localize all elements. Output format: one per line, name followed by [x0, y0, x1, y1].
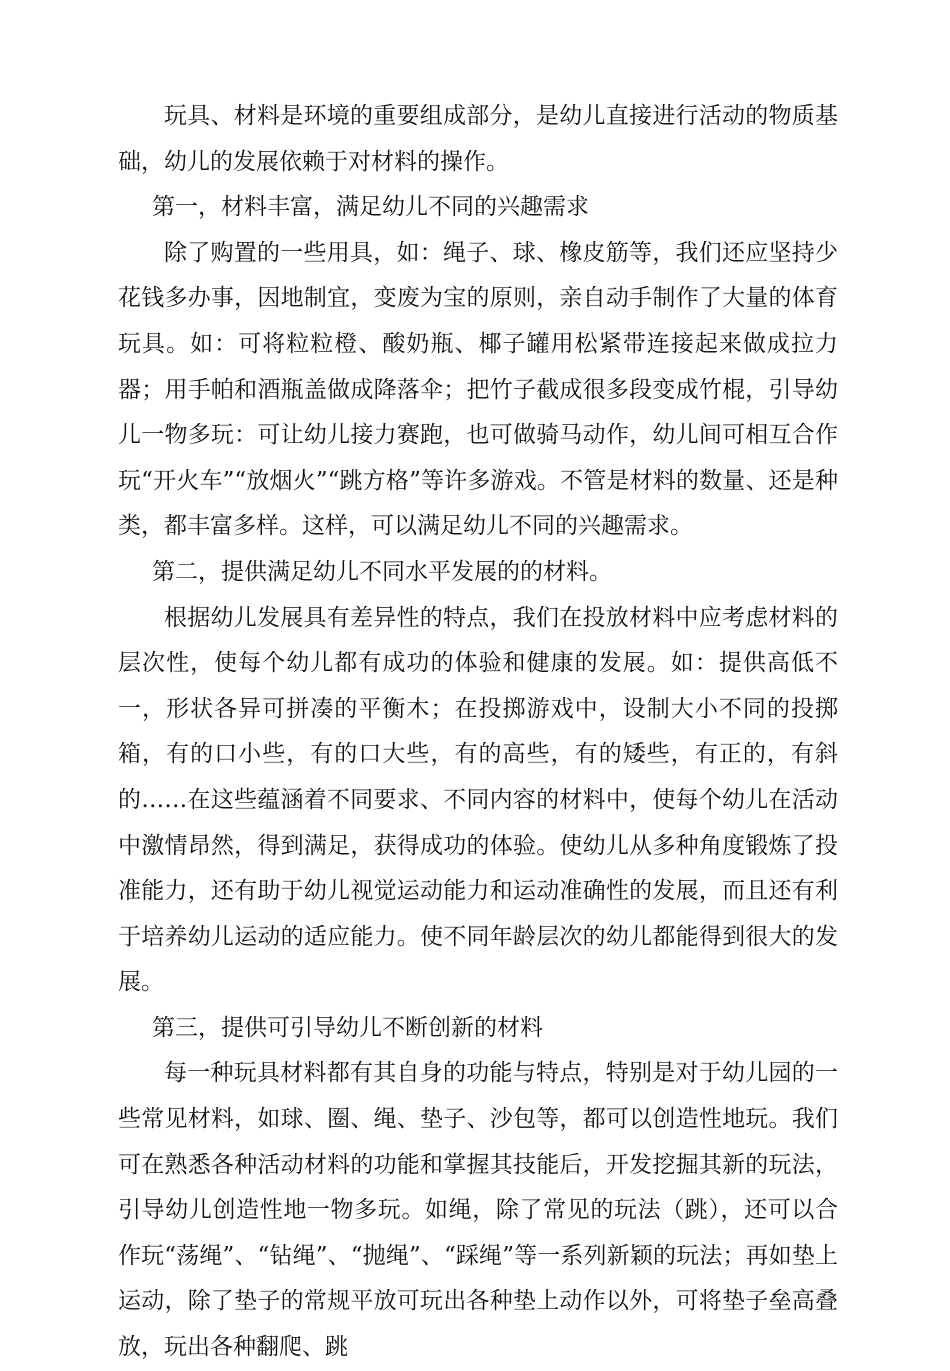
section-heading-3: 第三，提供可引导幼儿不断创新的材料: [152, 1014, 543, 1041]
paragraph-intro: 玩具、材料是环境的重要组成部分，是幼儿直接进行活动的物质基础，幼儿的发展依赖于对材料的操作。: [118, 103, 838, 175]
paragraph-section-2: 根据幼儿发展具有差异性的特点，我们在投放材料中应考虑材料的层次性，使每个幼儿都有成功的体验和健康的发展。如：提供高低不一，形状各异可拼凑的平衡木；在投掷游戏中，设制大小不同的投掷箱，有的口小些，有的口大些，有的高些，有的矮些，有正的，有斜的……在这些蕴涵着不同要求、不同内容的材料中，使每个幼儿在活动中激情昂然，得到满足，获得成功的体验。使幼儿从多种角度锻炼了投准能力，还有助于幼儿视觉运动能力和运动准确性的发展，而且还有利于培养幼儿运动的适应能力。使不同年龄层次的幼儿都能得到很大的发展。: [118, 604, 838, 996]
section-heading-2: 第二，提供满足幼儿不同水平发展的的材料。: [152, 558, 612, 585]
document-body: [118, 94, 838, 1371]
paragraph-section-1: 除了购置的一些用具，如：绳子、球、橡皮筋等，我们还应坚持少花钱多办事，因地制宜，变废为宝的原则，亲自动手制作了大量的体育玩具。如：可将粒粒橙、酸奶瓶、椰子罐用松紧带连接起来做成拉力器；用手帕和酒瓶盖做成降落伞；把竹子截成很多段变成竹棍，引导幼儿一物多玩：可让幼儿接力赛跑，也可做骑马动作，幼儿间可相互合作玩“开火车”“放烟火”“跳方格”等许多游戏。不管是材料的数量、还是种类，都丰富多样。这样，可以满足幼儿不同的兴趣需求。: [118, 239, 838, 540]
paragraph-section-3: 每一种玩具材料都有其自身的功能与特点，特别是对于幼儿园的一些常见材料，如球、圈、绳、垫子、沙包等，都可以创造性地玩。我们可在熟悉各种活动材料的功能和掌握其技能后，开发挖掘其新的玩法，引导幼儿创造性地一物多玩。如绳，除了常见的玩法（跳），还可以合作玩“荡绳”、“钻绳”、“抛绳”、“踩绳”等一系列新颖的玩法；再如垫上运动，除了垫子的常规平放可玩出各种垫上动作以外，可将垫子垒高叠放，玩出各种翻爬、跳: [118, 1060, 838, 1361]
section-heading-1: 第一，材料丰富，满足幼儿不同的兴趣需求: [152, 194, 589, 221]
